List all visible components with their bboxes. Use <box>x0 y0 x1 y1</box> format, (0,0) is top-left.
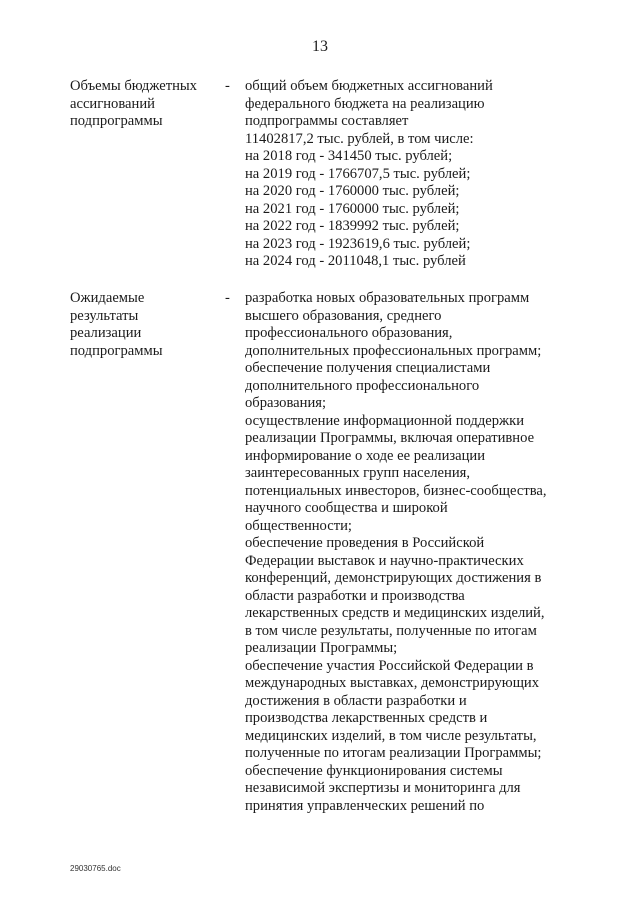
content-line: научного сообщества и широкой <box>245 500 448 516</box>
content-line: на 2021 год - 1760000 тыс. рублей; <box>245 200 460 217</box>
label-line: Ожидаемые <box>70 290 145 306</box>
content-line: на 2018 год - 341450 тыс. рублей; <box>245 148 453 164</box>
content-line: на 2022 год - 1839992 тыс. рублей; <box>245 218 460 234</box>
content-line: осуществление информационной поддержки <box>245 412 525 429</box>
content-line: реализации Программы; <box>245 640 398 656</box>
section-content <box>245 78 575 271</box>
content-line: на 2024 год - 2011048,1 тыс. рублей <box>245 253 466 269</box>
content-line: в том числе результаты, полученные по итогам <box>245 622 537 639</box>
content-line: медицинских изделий, в том числе результаты, <box>245 727 537 744</box>
section-label <box>70 78 220 131</box>
content-line: международных выставках, демонстрирующих <box>245 675 540 691</box>
content-line: общий объем бюджетных ассигнований <box>245 78 493 94</box>
content-line: лекарственных средств и медицинских изделий, <box>245 605 545 621</box>
section-dash: - <box>225 290 230 306</box>
label-line: результаты <box>70 307 139 324</box>
label-line: ассигнований <box>70 95 155 112</box>
content-line: достижения в области разработки и <box>245 692 467 709</box>
content-line: обеспечение проведения в Российской <box>245 535 485 551</box>
content-line: общественности; <box>245 517 352 534</box>
document-filename: 29030765.doc <box>70 864 121 873</box>
content-line: области разработки и производства <box>245 587 465 604</box>
content-line: потенциальных инвесторов, бизнес-сообщества, <box>245 482 547 499</box>
label-line: Объемы бюджетных <box>70 78 197 94</box>
content-line: принятия управленческих решений по <box>245 797 485 814</box>
content-line: разработка новых образовательных программ <box>245 290 530 306</box>
content-line: информирование о ходе ее реализации <box>245 447 486 464</box>
content-line: на 2019 год - 1766707,5 тыс. рублей; <box>245 165 471 182</box>
content-line: заинтересованных групп населения, <box>245 465 470 481</box>
label-line: подпрограммы <box>70 342 163 359</box>
content-line: высшего образования, среднего <box>245 307 442 324</box>
content-line: обеспечение получения специалистами <box>245 360 491 376</box>
content-line: обеспечение функционирования системы <box>245 762 503 779</box>
content-line: образования; <box>245 395 327 411</box>
content-line: на 2023 год - 1923619,6 тыс. рублей; <box>245 235 471 252</box>
content-line: обеспечение участия Российской Федерации в <box>245 657 534 674</box>
content-line: подпрограммы составляет <box>245 113 409 129</box>
label-line: реализации <box>70 325 142 341</box>
content-line: федерального бюджета на реализацию <box>245 95 485 112</box>
content-line: 11402817,2 тыс. рублей, в том числе: <box>245 130 474 147</box>
content-line: независимой экспертизы и мониторинга для <box>245 780 521 796</box>
page-number: 13 <box>312 38 328 55</box>
content-line: дополнительного профессионального <box>245 377 480 394</box>
content-line: реализации Программы, включая оперативное <box>245 430 535 446</box>
content-line: профессионального образования, <box>245 325 453 341</box>
section-label <box>70 290 220 360</box>
content-line: производства лекарственных средств и <box>245 710 488 726</box>
content-line: Федерации выставок и научно-практических <box>245 552 524 569</box>
content-line: на 2020 год - 1760000 тыс. рублей; <box>245 183 460 199</box>
section-dash: - <box>225 78 230 94</box>
content-line: конференций, демонстрирующих достижения в <box>245 570 542 586</box>
label-line: подпрограммы <box>70 113 163 129</box>
section-content <box>245 290 575 815</box>
content-line: дополнительных профессиональных программ; <box>245 342 542 359</box>
content-line: полученные по итогам реализации Программы; <box>245 745 542 761</box>
